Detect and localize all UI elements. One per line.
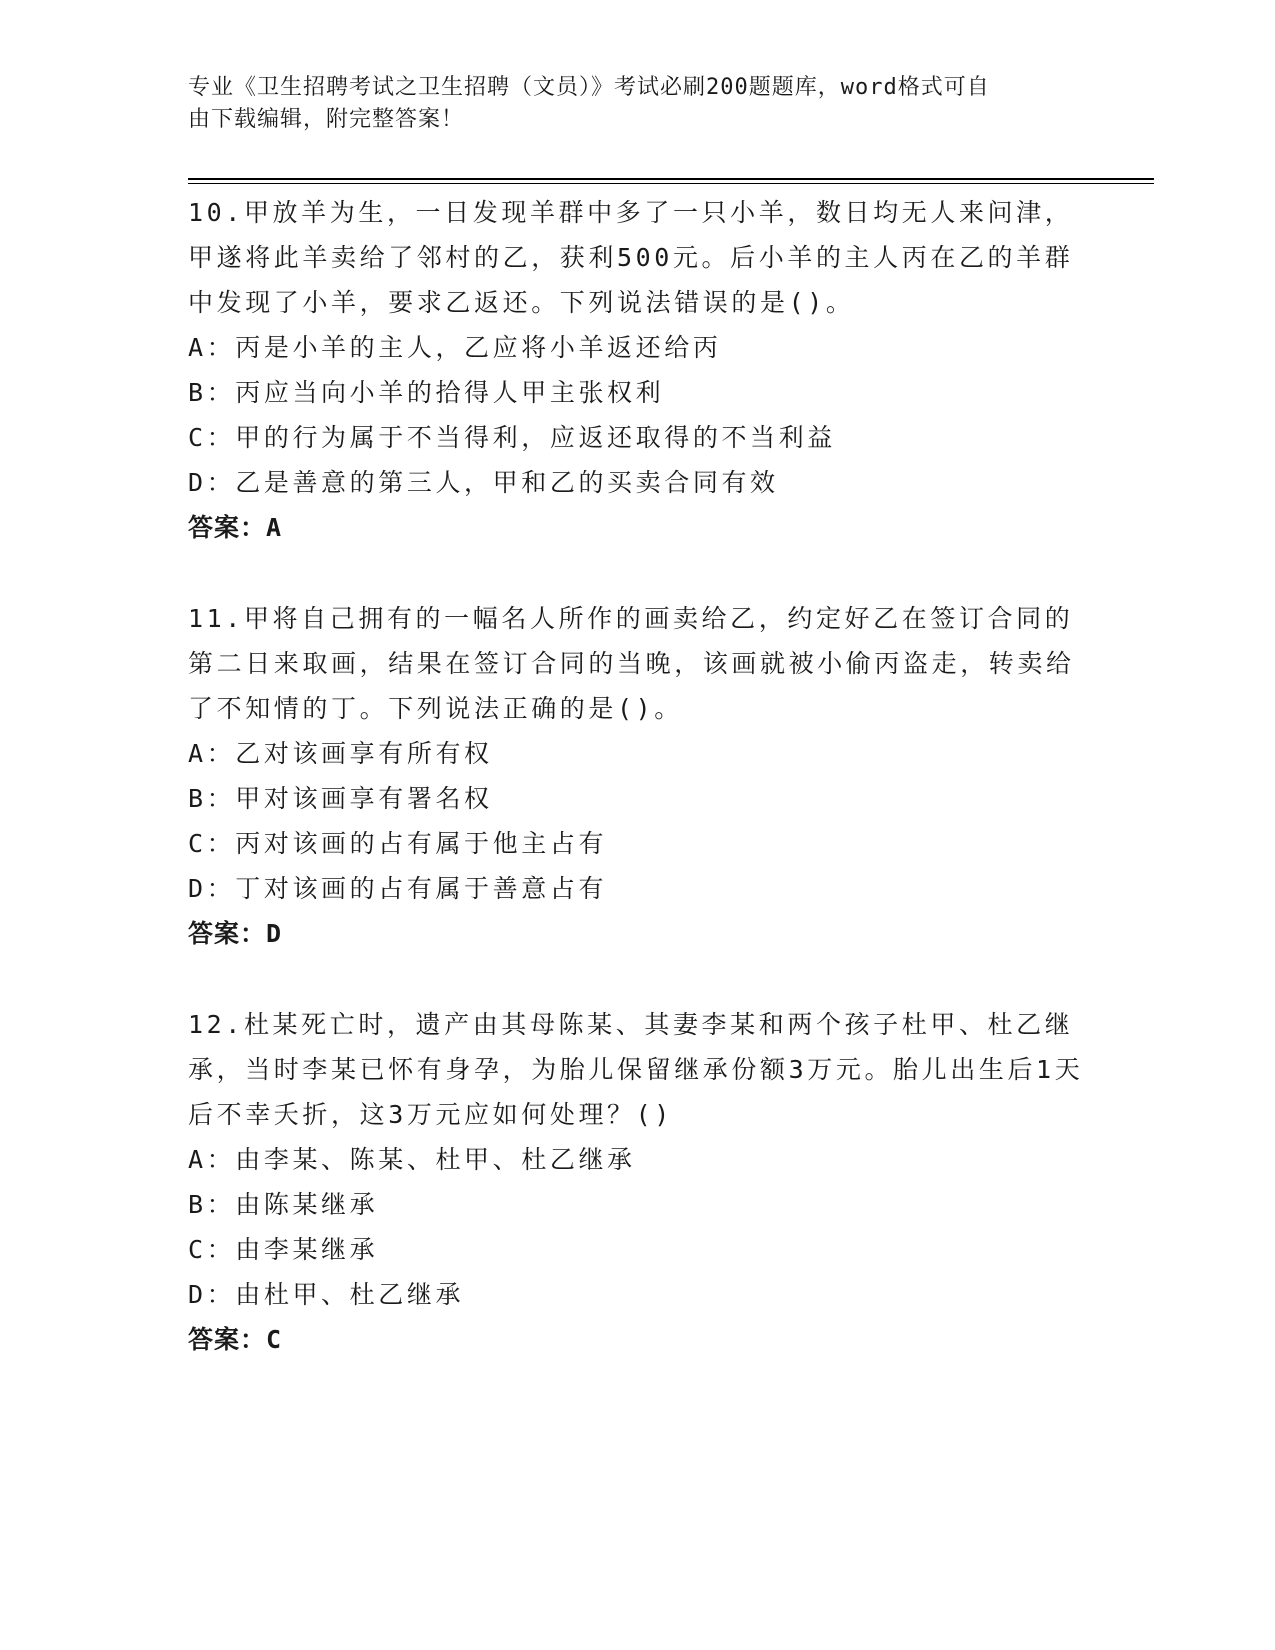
question-list [188, 190, 1088, 1362]
question-11 [188, 596, 1088, 956]
option-b: B：由陈某继承 [188, 1190, 379, 1219]
option-d: D：由杜甲、杜乙继承 [188, 1280, 465, 1309]
option-b: B：甲对该画享有署名权 [188, 784, 493, 813]
question-10 [188, 190, 1088, 550]
question-stem: 12.杜某死亡时，遗产由其母陈某、其妻李某和两个孩子杜甲、杜乙继承，当时李某已怀有身孕，为胎儿保留继承份额3万元。胎儿出生后1天后不幸夭折，这3万元应如何处理？() [188, 1010, 1084, 1129]
header-line-2: 由下载编辑，附完整答案！ [188, 107, 465, 132]
option-a: A：乙对该画享有所有权 [188, 739, 493, 768]
document-header [188, 72, 1068, 136]
option-d: D：丁对该画的占有属于善意占有 [188, 874, 608, 903]
header-line-1: 专业《卫生招聘考试之卫生招聘（文员）》考试必刷200题题库，word格式可自 [188, 75, 990, 100]
answer-line: 答案：D [188, 919, 283, 948]
option-b: B：丙应当向小羊的拾得人甲主张权利 [188, 378, 665, 407]
question-stem: 10.甲放羊为生，一日发现羊群中多了一只小羊，数日均无人来问津，甲遂将此羊卖给了邻村的乙，获利500元。后小羊的主人丙在乙的羊群中发现了小羊，要求乙返还。下列说法错误的是()。 [188, 198, 1074, 317]
option-d: D：乙是善意的第三人，甲和乙的买卖合同有效 [188, 468, 779, 497]
option-a: A：丙是小羊的主人，乙应将小羊返还给丙 [188, 333, 722, 362]
question-12 [188, 1002, 1088, 1362]
header-divider-thin [188, 183, 1154, 184]
header-divider-thick [188, 178, 1154, 180]
option-c: C：甲的行为属于不当得利，应返还取得的不当利益 [188, 423, 836, 452]
option-a: A：由李某、陈某、杜甲、杜乙继承 [188, 1145, 636, 1174]
option-c: C：由李某继承 [188, 1235, 379, 1264]
answer-line: 答案：C [188, 1325, 283, 1354]
answer-line: 答案：A [188, 513, 283, 542]
option-c: C：丙对该画的占有属于他主占有 [188, 829, 608, 858]
question-stem: 11.甲将自己拥有的一幅名人所作的画卖给乙，约定好乙在签订合同的第二日来取画，结果在签订合同的当晚，该画就被小偷丙盗走，转卖给了不知情的丁。下列说法正确的是()。 [188, 604, 1075, 723]
